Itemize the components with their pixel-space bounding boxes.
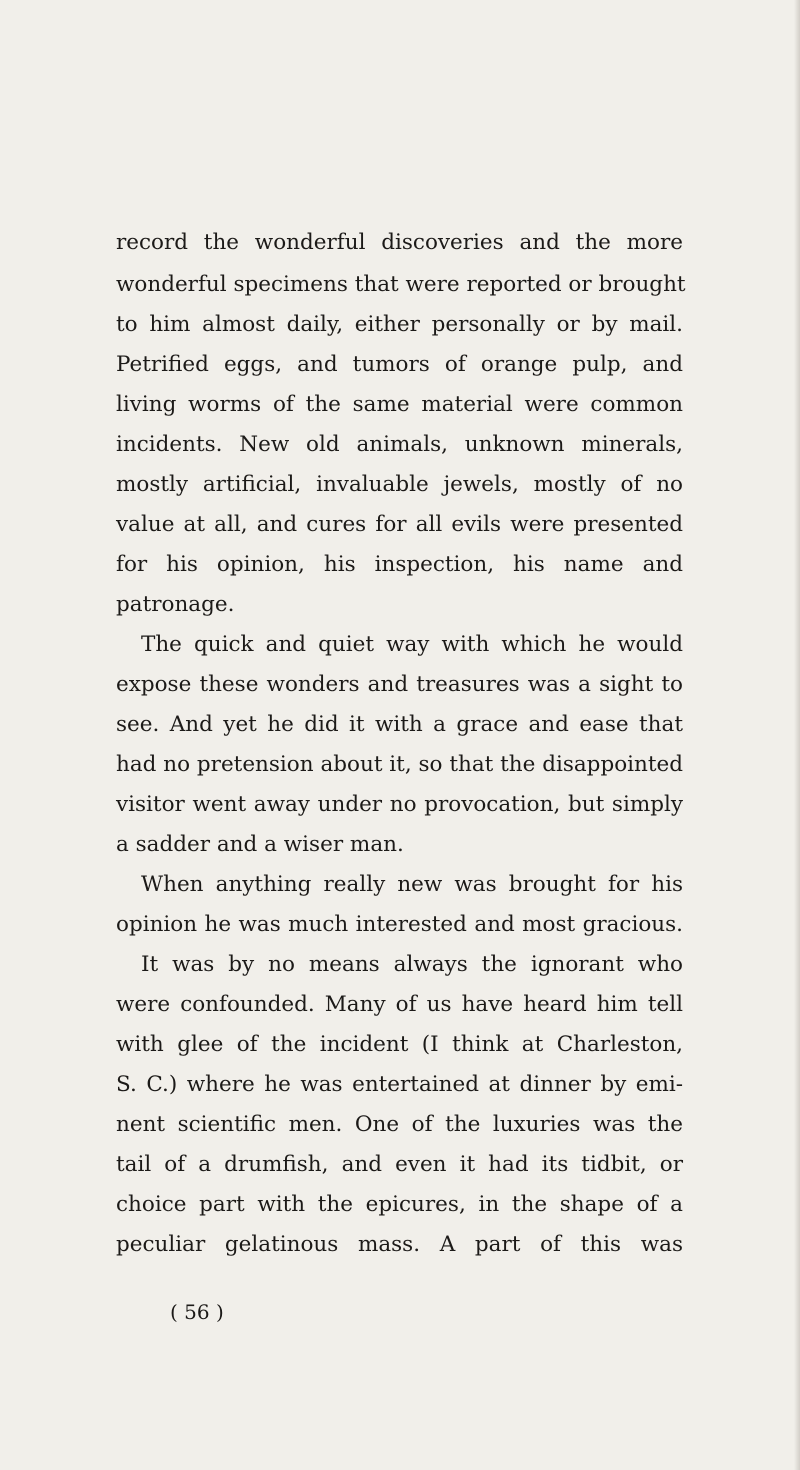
text-line: incidents. New old animals, unknown minerals,: [116, 432, 683, 457]
text-line: mostly artificial, invaluable jewels, mostly of no: [116, 472, 683, 497]
text-line: The quick and quiet way with which he would: [141, 632, 683, 657]
text-line: with glee of the incident (I think at Charleston,: [116, 1032, 683, 1057]
text-line: choice part with the epicures, in the shape of a: [116, 1192, 683, 1217]
text-line: were confounded. Many of us have heard him tell: [116, 992, 683, 1017]
text-line: Petrified eggs, and tumors of orange pulp, and: [116, 352, 683, 377]
text-line: record the wonderful discoveries and the more: [116, 230, 683, 255]
text-line: for his opinion, his inspection, his name and: [116, 552, 683, 577]
text-line: visitor went away under no provocation, but simply: [116, 792, 683, 817]
text-line: opinion he was much interested and most gracious.: [116, 912, 683, 937]
page-edge-shadow: [794, 0, 800, 1470]
text-line: had no pretension about it, so that the disappointed: [116, 752, 683, 777]
text-line: see. And yet he did it with a grace and ease that: [116, 712, 683, 737]
page-number: ( 56 ): [170, 1300, 224, 1324]
text-line: a sadder and a wiser man.: [116, 832, 404, 857]
text-line: value at all, and cures for all evils were presented: [116, 512, 683, 537]
text-line: patronage.: [116, 592, 235, 617]
text-line: nent scientific men. One of the luxuries was the: [116, 1112, 683, 1137]
text-line: expose these wonders and treasures was a sight to: [116, 672, 683, 697]
text-line: S. C.) where he was entertained at dinner by emi-: [116, 1072, 683, 1097]
text-line: living worms of the same material were common: [116, 392, 683, 417]
text-line: It was by no means always the ignorant who: [141, 952, 683, 977]
text-line: wonderful specimens that were reported or brought: [116, 272, 686, 297]
text-line: tail of a drumfish, and even it had its tidbit, or: [116, 1152, 683, 1177]
text-line: When anything really new was brought for his: [141, 872, 683, 897]
text-line: peculiar gelatinous mass. A part of this was: [116, 1232, 683, 1257]
text-line: to him almost daily, either personally or by mail.: [116, 312, 683, 337]
